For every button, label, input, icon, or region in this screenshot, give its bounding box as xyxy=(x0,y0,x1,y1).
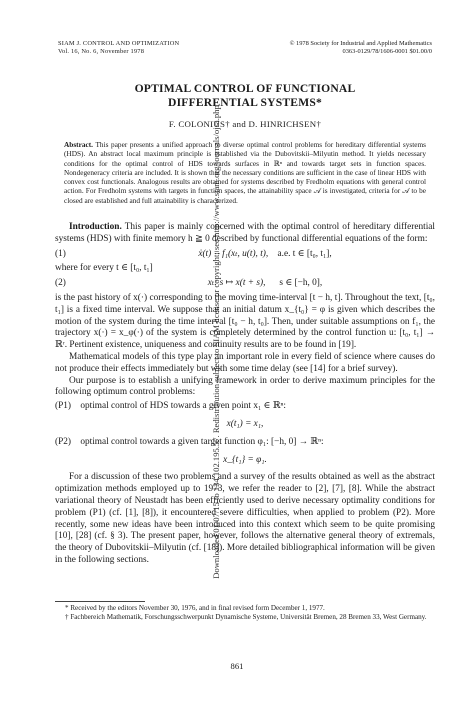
problem-p2 xyxy=(55,437,435,449)
equation-condition: s ∈ [−h, 0], xyxy=(279,278,323,289)
problem-text: optimal control towards a given target function φ₁: [−h, 0] → ℝⁿ: xyxy=(80,436,324,447)
equation-2 xyxy=(55,278,435,290)
abstract-text: This paper presents a unified approach to diverse optimal control problems for hereditary differential systems (HDS). An abstract local maximum principle is established via the Dubovitskii–Milyutin method. It yields necessary conditions for the optimal control of HDS towards surfaces in ℝⁿ and towards target sets in function spaces. Nondegeneracy criteria are included. It is shown that the necessary conditions are sufficient in the case of linear HDS with convex cost functionals. Analogous results are obtained for systems described by Fredholm equations with general control action. For Fredholm systems with targets in function spaces, the attainability space 𝒜 is investigated, criteria for 𝒜 to be closed are established and full attainability is characterized. xyxy=(64,140,426,205)
equation-number: (1) xyxy=(55,248,66,259)
abstract-label: Abstract. xyxy=(64,140,93,149)
page-number: 861 xyxy=(230,661,244,671)
paragraph: is the past history of x(·) corresponding to the moving time-interval [t − h, t]. Throughout the text, [t₀, t₁] is a fixed time interval. We suppose that an initial datum x_{t₀} = φ is given which describes the motion of the system during the time interval [t₀ − h, t₀]. Then, under suitable assumptions on f₁, the trajectory x(·) = x_φ(·) of the system is completely determined by the control function u: [t₀, t₁] → ℝʳ. Pertinent existence, uniqueness and continuity results are to be found in [19]. xyxy=(55,292,435,351)
copyright-header xyxy=(290,40,432,56)
footnote-rule xyxy=(55,601,145,602)
footnotes xyxy=(55,601,435,622)
paragraph: For a discussion of these two problems and a survey of the results obtained as well as the abstract optimization methods employed up to 1973, we refer the reader to [2], [7], [8]. While the abstract variational theory of Neustadt has been efficiently used to derive necessary optimality conditions for problem (P1) (cf. [1], [8]), it encountered severe difficulties, when applied to problem (P2). More recently, some new ideas have been introduced into this context which seem to be quite promising [10], [28] (cf. § 3). The present paper, however, follows the alternative general theory of extremals, the theory of Dubovitskii–Milyutin (cf. [18]). More detailed bibliographical information will be given in the following sections. xyxy=(55,472,435,565)
intro-text: This paper is mainly concerned with the optimal control of hereditary differential systems (HDS) with finite memory h ≧ 0 described by functional differential equations of the form: xyxy=(55,222,436,244)
problem-equation: x(t₁) = x₁, xyxy=(226,418,264,429)
equation-expression: ẋ(t) = f₁(xₜ, u(t), t), xyxy=(198,248,269,259)
abstract xyxy=(64,140,426,205)
footnote-received: * Received by the editors November 30, 1976, and in final revised form December 1, 1977. xyxy=(65,604,325,612)
problem-label: (P1) xyxy=(55,401,72,412)
download-notice: Downloaded 01/07/15 to 134.102.195.57. Redistribution subject to SIAM license or copyright; see http://www.siam.org/journals/ojsa.php xyxy=(211,105,221,579)
equation-expression: xₜ: s ↦ x(t + s), xyxy=(207,278,266,289)
equation-1 xyxy=(55,249,435,261)
journal-header xyxy=(58,40,179,56)
journal-volume: Vol. 16, No. 6, November 1978 xyxy=(58,48,145,55)
main-text xyxy=(55,222,435,567)
section-heading: Introduction. xyxy=(69,222,122,232)
footnote-affiliation: † Fachbereich Mathematik, Forschungsschwerpunkt Dynamische Systeme, Universität Bremen, 28 Bremen 33, West Germany. xyxy=(65,613,427,621)
journal-name: SIAM J. CONTROL AND OPTIMIZATION xyxy=(58,40,180,47)
intro-paragraph xyxy=(55,222,435,246)
paragraph: Our purpose is to establish a unifying framework in order to derive maximum principles for the following optimum control problems: xyxy=(55,375,435,398)
problem-p1 xyxy=(55,401,435,413)
article-code: 0363-0129/78/1606-0001 $01.00/0 xyxy=(342,48,432,55)
equation-number: (2) xyxy=(55,278,66,289)
equation-condition: a.e. t ∈ [t₀, t₁], xyxy=(277,248,332,259)
paragraph: Mathematical models of this type play an important role in every field of science where causes do not produce their effects immediately but with some time delay (see [14] for a brief survey). xyxy=(55,351,435,374)
authors: F. COLONIUS† and D. HINRICHSEN† xyxy=(168,119,322,129)
copyright-line: © 1978 Society for Industrial and Applied Mathematics xyxy=(289,40,432,47)
where-line: where for every t ∈ [t₀, t₁] xyxy=(55,263,153,274)
problem-equation: x_{t₁} = φ₁. xyxy=(223,454,267,465)
paper-title: OPTIMAL CONTROL OF FUNCTIONAL DIFFERENTIAL SYSTEMS* xyxy=(134,82,356,109)
problem-text: optimal control of HDS towards a given point x₁ ∈ ℝⁿ: xyxy=(80,401,286,412)
problem-label: (P2) xyxy=(55,436,72,447)
